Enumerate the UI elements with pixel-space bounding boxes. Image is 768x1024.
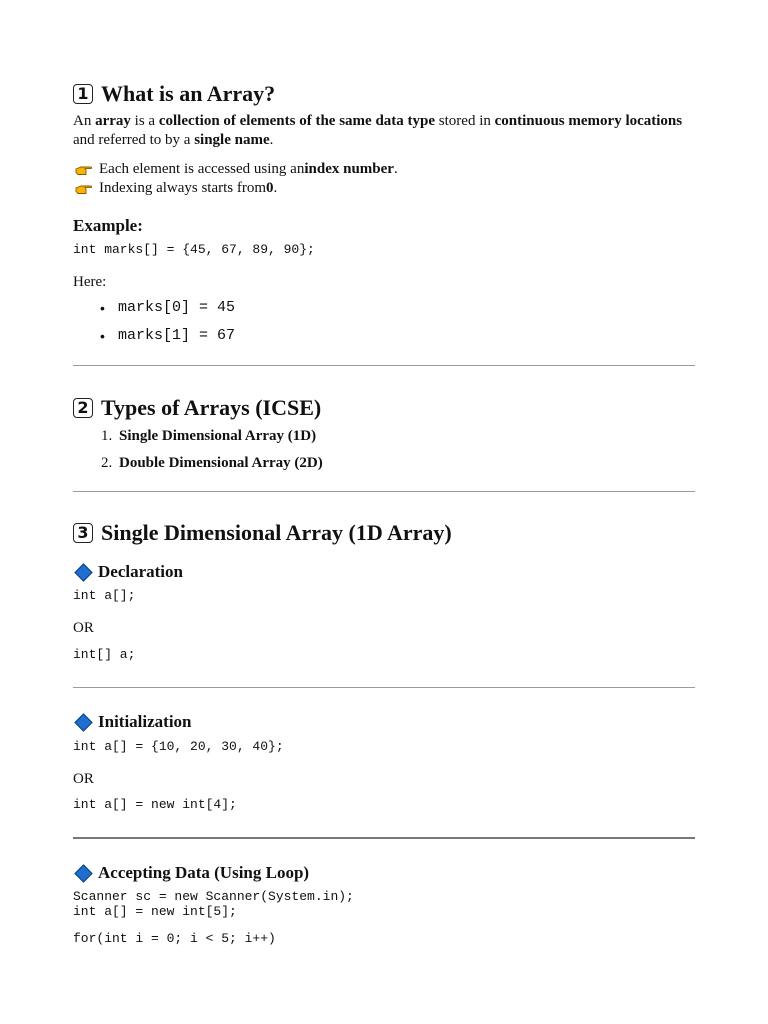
blue-diamond-icon: [74, 864, 92, 882]
bold-text: array: [95, 113, 131, 129]
divider: [73, 491, 695, 492]
array-types-list: [73, 427, 316, 446]
bold-text: collection of elements of the same data type: [158, 113, 436, 129]
text: is a: [130, 113, 159, 129]
keycap-number-icon: 1: [73, 84, 93, 104]
accepting-code-1: Scanner sc = new Scanner(System.in); int a[] = new int[5];: [73, 889, 354, 919]
bullet: •: [100, 328, 105, 344]
bold-text: 0: [266, 180, 274, 196]
section-2-heading: [73, 394, 321, 422]
accepting-code-2: for(int i = 0; i < 5; i++): [73, 931, 276, 946]
text: Indexing always starts from: [99, 180, 267, 196]
text: stored in: [435, 113, 495, 129]
divider: [73, 365, 695, 366]
list-number: 2.: [101, 455, 113, 471]
or-label: OR: [73, 620, 94, 636]
initialization-code-1: int a[] = {10, 20, 30, 40};: [73, 739, 284, 754]
pointing-hand-icon: [75, 183, 93, 195]
list-number: 1.: [101, 428, 113, 444]
or-label: OR: [73, 771, 94, 787]
initialization-heading: [73, 711, 192, 733]
text: .: [273, 180, 278, 196]
list-item: [73, 454, 323, 473]
section-1-heading: [73, 80, 275, 108]
declaration-heading: [73, 561, 183, 583]
bullet: •: [100, 300, 105, 316]
declaration-code-2: int[] a;: [73, 647, 136, 662]
list-item-text: Single Dimensional Array (1D): [119, 428, 317, 444]
array-definition: [73, 112, 695, 150]
subheading-text: Initialization: [98, 712, 192, 731]
example-heading: Example:: [73, 216, 143, 235]
accepting-data-heading: [73, 862, 309, 884]
blue-diamond-icon: [74, 563, 92, 581]
text: Each element is accessed using an: [99, 161, 305, 177]
subheading-text: Accepting Data (Using Loop): [98, 863, 310, 882]
keycap-number-icon: 2: [73, 398, 93, 418]
declaration-code-1: int a[];: [73, 588, 136, 603]
list-item-text: marks[0] = 45: [118, 299, 236, 316]
array-types-list: [73, 454, 323, 473]
pointing-hand-icon: [75, 164, 93, 176]
list-item-text: marks[1] = 67: [118, 327, 236, 344]
divider: [73, 687, 695, 688]
blue-diamond-icon: [74, 713, 92, 731]
section-3-heading: [73, 519, 452, 547]
here-list: [73, 327, 235, 345]
list-item: [73, 327, 235, 345]
section-2-title: Types of Arrays (ICSE): [101, 395, 322, 420]
section-1-title: What is an Array?: [101, 81, 276, 106]
bold-text: index number: [304, 161, 394, 177]
subheading-text: Declaration: [98, 562, 183, 581]
bold-text: continuous memory locations: [494, 113, 683, 129]
bold-text: single name: [194, 132, 270, 148]
point-index-start: [73, 179, 277, 198]
example-code: int marks[] = {45, 67, 89, 90};: [73, 242, 315, 257]
list-item: [73, 299, 235, 317]
text: .: [269, 132, 274, 148]
text: An: [73, 113, 96, 129]
point-index-number: [73, 160, 398, 179]
here-label: Here:: [73, 274, 107, 290]
list-item: [73, 427, 316, 446]
divider: [73, 837, 695, 839]
list-item-text: Double Dimensional Array (2D): [119, 455, 323, 471]
text: .: [393, 161, 398, 177]
keycap-number-icon: 3: [73, 523, 93, 543]
section-3-title: Single Dimensional Array (1D Array): [101, 520, 452, 545]
initialization-code-2: int a[] = new int[4];: [73, 797, 237, 812]
here-list: [73, 299, 235, 317]
text: and referred to by a: [73, 132, 195, 148]
